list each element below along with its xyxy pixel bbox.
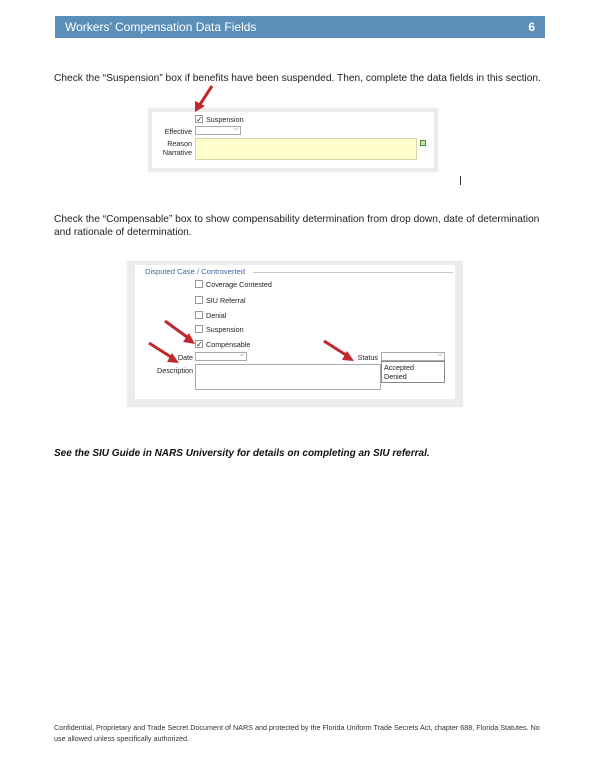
compensable-label: Compensable (206, 340, 251, 349)
date-label: Date (177, 353, 193, 362)
pointer-arrow-suspension (192, 84, 216, 114)
chevron-down-icon: ⌵ (233, 126, 238, 132)
page-number: 6 (528, 20, 535, 34)
effective-label: Effective (164, 127, 192, 136)
suspension-panel (152, 112, 434, 168)
chevron-down-icon: ⌵ (437, 352, 442, 358)
chevron-down-icon: ⌵ (239, 352, 244, 358)
suspension-label-2: Suspension (206, 325, 244, 334)
status-select[interactable] (381, 352, 445, 361)
pointer-arrow-date (147, 340, 181, 366)
coverage-contested-label: Coverage Contested (206, 280, 272, 289)
status-option-denied[interactable]: Denied (384, 372, 407, 381)
section-divider (253, 272, 453, 273)
denial-label: Denial (206, 311, 227, 320)
instruction-suspension: Check the “Suspension” box if benefits have been suspended. Then, complete the data fields in this section. (54, 73, 541, 84)
confidentiality-footer: Confidential, Proprietary and Trade Secret Document of NARS and protected by the Florida Uniform Trade Secrets Act, chapter 688, Florida Statutes. No use allowed unless specifically authorized. (54, 723, 540, 743)
reason-label: Reason (167, 139, 192, 148)
compensable-checkbox[interactable]: ✓ (196, 340, 203, 349)
status-option-accepted[interactable]: Accepted (384, 363, 414, 372)
effective-date-select[interactable] (195, 126, 241, 135)
instruction-compensable: Check the “Compensable” box to show compensability determination from drop down, date of determination and rationale of determination. (54, 214, 540, 238)
description-textarea[interactable] (195, 364, 381, 390)
suspension-screenshot (148, 108, 438, 172)
siu-guide-note: See the SIU Guide in NARS University for details on completing an SIU referral. (54, 448, 430, 459)
narrative-label: Narrative (162, 148, 192, 157)
edit-icon[interactable] (420, 140, 426, 146)
siu-referral-label: SIU Referral (206, 296, 246, 305)
header-title: Workers’ Compensation Data Fields (65, 20, 257, 34)
suspension-label: Suspension (206, 115, 244, 124)
status-label: Status (357, 353, 378, 362)
determination-date-select[interactable] (195, 352, 247, 361)
section-title: Disputed Case / Controverted (145, 267, 246, 276)
coverage-contested-checkbox[interactable] (195, 280, 203, 288)
status-dropdown-list (381, 361, 445, 383)
text-cursor (460, 176, 461, 185)
description-label: Description (157, 366, 193, 375)
pointer-arrow-status (322, 338, 356, 364)
siu-referral-checkbox[interactable] (195, 296, 203, 304)
reason-narrative-textarea[interactable] (195, 138, 417, 160)
page-header (55, 16, 545, 38)
suspension-checkbox[interactable]: ✓ (196, 115, 203, 124)
